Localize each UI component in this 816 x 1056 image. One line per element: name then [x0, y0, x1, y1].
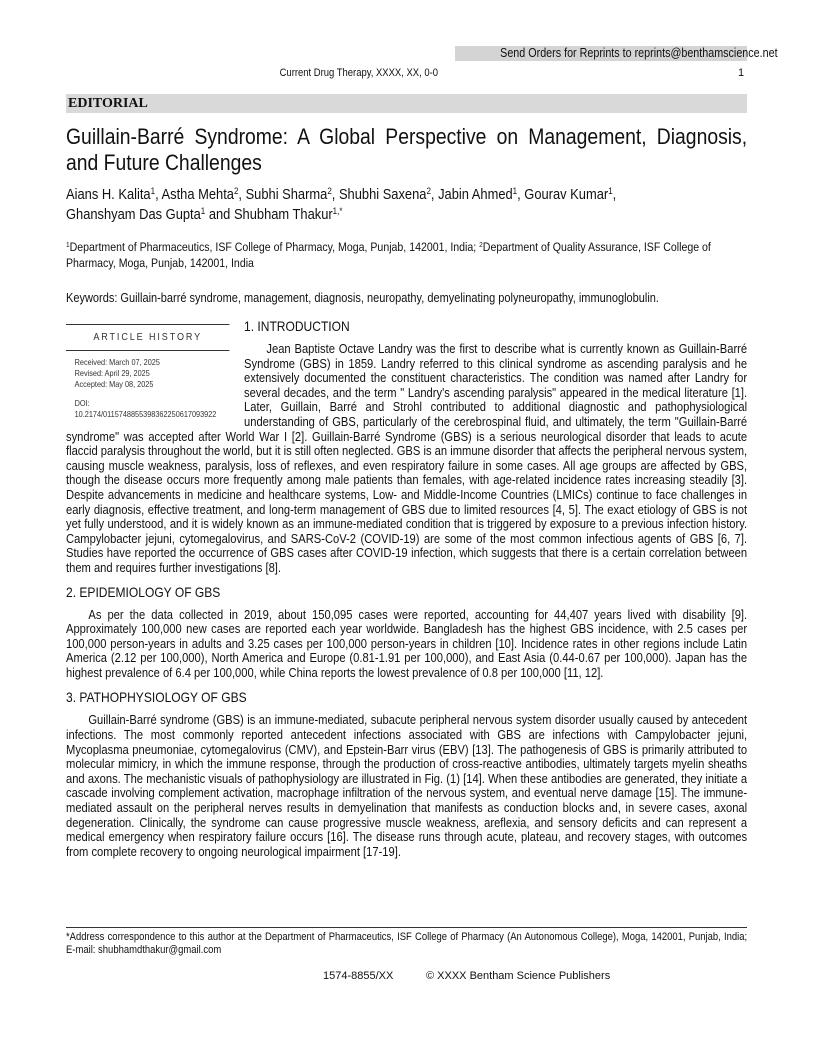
doi-link[interactable]: 10.2174/0115748855398362250617093922: [74, 409, 217, 419]
issn: 1574-8855/XX: [323, 970, 394, 982]
affiliation: $^1$Department of Pharmaceutics, ISF College of Pharmacy, Moga, Punjab, 142001, India;: [66, 239, 480, 254]
reprints-banner: Send Orders for Reprints to reprints@benthamscience.net: [455, 46, 747, 61]
keywords: Keywords: Guillain-barré syndrome, management, diagnosis, neuropathy, demyelinating polyneuropathy, immunoglobulin.: [66, 290, 659, 305]
article-history-heading: ARTICLE HISTORY: [66, 324, 229, 351]
author: Jabin Ahmed$^1$,: [438, 185, 525, 203]
section-heading-pathophysiology: 3. PATHOPHYSIOLOGY OF GBS: [66, 689, 247, 706]
correspondence-footnote: *Address correspondence to this author at the Department of Pharmaceutics, ISF College of Pharmacy (An Autonomous College), Moga, 142001, Punjab, India; E-mail: shubhamdthakur@gmail.com: [66, 931, 748, 956]
article-body: [66, 318, 747, 859]
author: Shubham Thakur$^{1,*}$: [233, 205, 343, 223]
author: Shubhi Saxena$^2$,: [338, 185, 439, 203]
article-history-box: [66, 324, 229, 420]
author: Gourav Kumar$^1$,: [524, 185, 617, 203]
revised-date: Revised: April 29, 2025: [74, 368, 150, 378]
author-list: [66, 185, 747, 225]
section-heading-introduction: 1. INTRODUCTION: [244, 318, 350, 334]
doi-label: DOI:: [74, 398, 90, 408]
paragraph-epidemiology: As per the data collected in 2019, about 150,095 cases were reported, accounting for 44,407 years lived with disability [9]. Approximately 100,000 new cases are reported each year worldwide. Bangladesh has the highest GBS incidence, with 2.5 cases per 100,000 person-years in adults and 3.25 cases per 100,000 person-years in children [10]. Incidence rates in other regions include Latin America (2.12 per 100,000), North America and Europe (0.81-1.91 per 100,000), and East Asia (0.44-0.67 per 100,000). Japan has the highest prevalence of 6.4 per 100,000, while China reports the lowest prevalence of 0.8 per 100,000 [11, 12].: [66, 606, 748, 680]
section-heading-epidemiology: 2. EPIDEMIOLOGY OF GBS: [66, 583, 221, 600]
author: Aians H. Kalita$^1$,: [66, 185, 162, 203]
paragraph-pathophysiology: Guillain-Barré syndrome (GBS) is an immune-mediated, subacute peripheral nervous system disorder usually caused by antecedent infections. The most commonly reported antecedent infections associated with GBS are infections with Campylobacter jejuni, Mycoplasma pneumoniae, cytomegalovirus (CMV), and Epstein-Barr virus (EBV) [13]. The pathogenesis of GBS is primarily attributed to molecular mimicry, in which the immune response, through the production of cross-reactive antibodies, ultimately targets myelin sheaths and axons. The mechanistic visuals of pathophysiology are illustrated in Fig. (1) [14]. When these antibodies are generated, they initiate a cascade involving complement activation, macrophage infiltration of the nervous system, and eventual nerve damage [15]. The immune-mediated assault on the peripheral nerves results in demyelination that manifests as conduction blocks and, in severe cases, axonal degeneration. Clinically, the syndrome can cause progressive muscle weakness, areflexia, and sensory deficits and can represent a medical emergency when respiratory failure occurs [16]. The disease runs through acute, plateau, and recovery stages, with outcomes from complete recovery to ongoing neurological impairment [17-19].: [66, 712, 748, 859]
affiliation: $^2$Department of Quality Assurance, ISF College of Pharmacy, Moga, Punjab, 142001, India: [66, 239, 711, 270]
publisher: © XXXX Bentham Science Publishers: [426, 970, 611, 982]
received-date: Received: March 07, 2025: [74, 357, 160, 367]
article-title: Guillain-Barré Syndrome: A Global Perspective on Management, Diagnosis, and Future Challenges: [66, 124, 748, 175]
article-type-bar: EDITORIAL: [66, 94, 747, 113]
footnote-divider: [66, 927, 747, 928]
journal-citation: Current Drug Therapy, XXXX, XX, 0-0: [279, 67, 439, 79]
accepted-date: Accepted: May 08, 2025: [74, 379, 154, 389]
author: Subhi Sharma$^2$,: [245, 185, 339, 203]
author: Ghanshyam Das Gupta$^1$ and: [66, 205, 234, 223]
paragraph-introduction: Jean Baptiste Octave Landry was the first to describe what is currently known as Guillain-Barré Syndrome (GBS) in 1859. Landry referred to this clinical syndrome as ascending paralysis and he extensively documented the constituent characteristics. The condition was named after Landry for several decades, and the term " Landry's ascending paralysis" appeared in the medical literature [1]. Later, Guillain, Barré and Strohl contributed to additional diagnostic and pathophysiological understanding of GBS, particularly of the cerebrospinal fluid, and ultimately, the term "Guillain-Barré syndrome" was accepted after World War I [2]. Guillain-Barré Syndrome (GBS) is a serious neurological disorder that leads to acute flaccid paralysis throughout the world, but it is still often neglected. GBS is an immune disorder that affects the peripheral nervous system, causing muscle weakness, paralysis, loss of reflexes, and even respiratory failure in some cases. All age groups are affected by GBS, though the disease occurs more frequently among male patients than females, with age-related incidence rates increasing steadily [3]. Despite advancements in medicine and healthcare systems, Low- and Middle-Income Countries (LMICs) continue to face challenges in early diagnosis, effective treatment, and long-term management of GBS due to limited resources [4, 5]. The exact etiology of GBS is not yet fully understood, and it is widely known as an immune-mediated condition that is triggered by exposure to a previous infection history. Campylobacter jejuni, cytomegalovirus, and SARS-CoV-2 (COVID-19) are some of the most common infectious agents of GBS [6, 7]. Studies have reported the occurrence of GBS cases after COVID-19 infection, which suggests that there is a certain correlation between them and requires further investigations [8].: [66, 341, 748, 575]
author: Astha Mehta$^2$,: [161, 185, 246, 203]
page-number: 1: [738, 67, 745, 79]
affiliations: [66, 239, 747, 271]
